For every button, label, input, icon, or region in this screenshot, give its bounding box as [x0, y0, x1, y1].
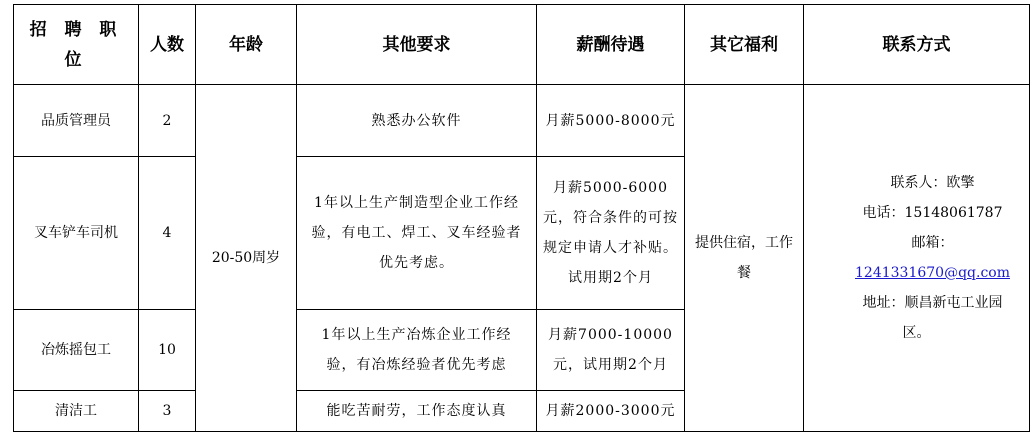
benefits-text: 提供住宿，工作餐 [695, 235, 793, 281]
contact-address [804, 288, 1029, 348]
header-contact: 联系方式 [804, 5, 1030, 85]
salary-cell [537, 310, 685, 391]
contact-address-line1: 地址：顺昌新屯工业园 [862, 295, 1003, 311]
recruitment-table [13, 4, 1030, 432]
table-row [14, 85, 1030, 157]
requirements-text: 熟悉办公软件 [371, 112, 462, 129]
count-cell: 10 [139, 310, 196, 391]
salary-cell [537, 391, 685, 432]
header-row [14, 5, 1030, 85]
position-cell: 叉车铲车司机 [14, 157, 139, 310]
header-salary: 薪酬待遇 [537, 5, 685, 85]
contact-person: 联系人：欧擎 [890, 175, 975, 191]
contact-phone: 电话：15148061787 [862, 205, 1003, 221]
salary-text: 月薪5000-6000元，符合条件的可按规定申请人才补贴。试用期2个月 [543, 180, 678, 286]
header-count: 人数 [139, 5, 196, 85]
salary-text: 月薪2000-3000元 [545, 403, 676, 419]
contact-email-label: 邮箱： [911, 235, 954, 251]
requirements-cell [297, 85, 537, 157]
requirements-text: 1年以上生产冶炼企业工作经验，有冶炼经验者优先考虑 [321, 327, 512, 373]
salary-cell [537, 157, 685, 310]
requirements-cell [297, 157, 537, 310]
count-cell: 4 [139, 157, 196, 310]
header-benefits: 其它福利 [685, 5, 804, 85]
salary-cell [537, 85, 685, 157]
requirements-cell [297, 391, 537, 432]
position-cell: 清洁工 [14, 391, 139, 432]
salary-text: 月薪5000-8000元 [545, 112, 676, 129]
header-requirements: 其他要求 [297, 5, 537, 85]
contact-email-link[interactable]: 1241331670@qq.com [855, 265, 1010, 281]
age-cell: 20-50周岁 [196, 85, 297, 432]
salary-text: 月薪7000-10000元，试用期2个月 [548, 327, 673, 373]
position-cell: 品质管理员 [14, 85, 139, 157]
requirements-text: 能吃苦耐劳，工作态度认真 [326, 403, 507, 419]
requirements-cell [297, 310, 537, 391]
header-age: 年龄 [196, 5, 297, 85]
contact-cell [804, 85, 1030, 432]
header-position: 招 聘 职 位 [14, 5, 139, 85]
position-cell: 冶炼摇包工 [14, 310, 139, 391]
benefits-cell [685, 85, 804, 432]
contact-address-line2: 区。 [902, 325, 931, 341]
count-cell: 2 [139, 85, 196, 157]
contact-email-line [804, 228, 1029, 288]
requirements-text: 1年以上生产制造型企业工作经验，有电工、焊工、叉车经验者优先考虑。 [311, 195, 522, 271]
count-cell: 3 [139, 391, 196, 432]
